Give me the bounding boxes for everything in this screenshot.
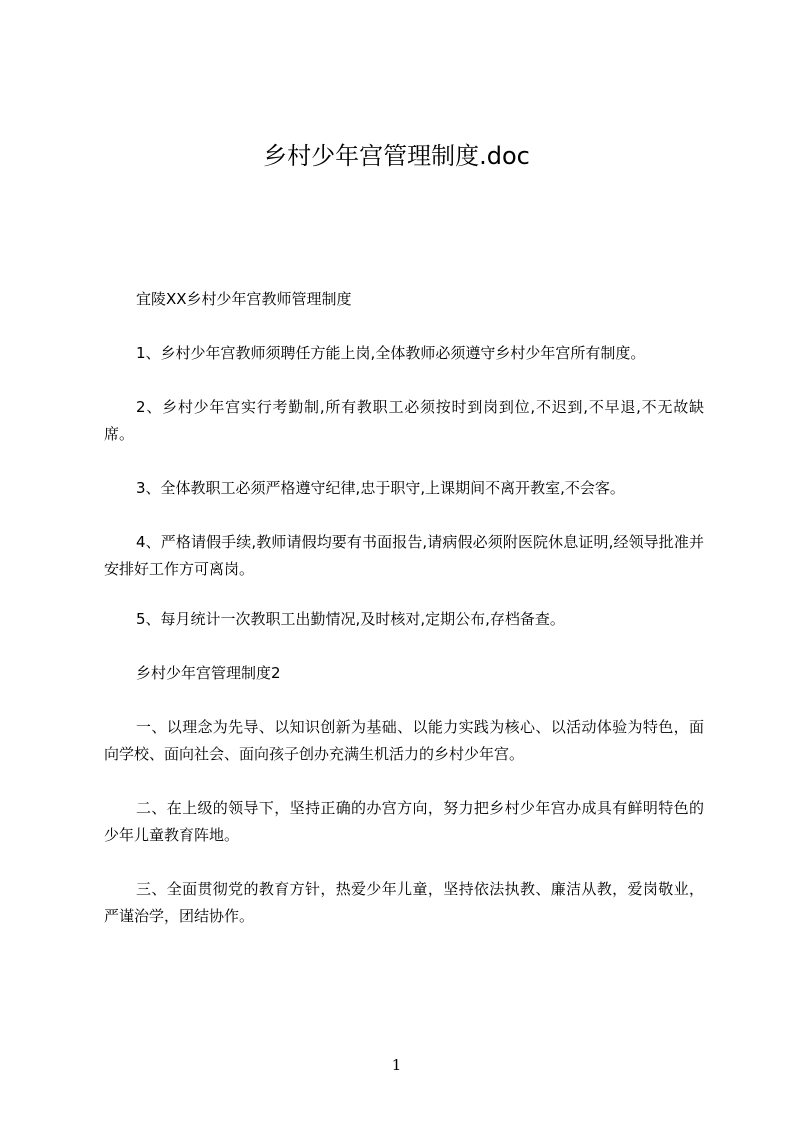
paragraph-section-1: 一、以理念为先导、以知识创新为基础、以能力实践为核心、以活动体验为特色，面向学校、面向社会、面向孩子创办充满生机活力的乡村少年宫。 bbox=[104, 718, 704, 763]
page-number: 1 bbox=[391, 1056, 402, 1074]
paragraph-rule-1: 1、乡村少年宫教师须聘任方能上岗,全体教师必须遵守乡村少年宫所有制度。 bbox=[136, 344, 646, 362]
paragraph-rule-5: 5、每月统计一次教职工出勤情况,及时核对,定期公布,存档备查。 bbox=[136, 610, 565, 628]
paragraph-rule-4: 4、严格请假手续,教师请假均要有书面报告,请病假必须附医院休息证明,经领导批准并安排好工作方可离岗。 bbox=[104, 533, 704, 578]
paragraph-section-2: 二、在上级的领导下，坚持正确的办宫方向，努力把乡村少年宫办成具有鲜明特色的少年儿童教育阵地。 bbox=[104, 799, 704, 844]
paragraph-rule-3: 3、全体教职工必须严格遵守纪律,忠于职守,上课期间不离开教室,不会客。 bbox=[136, 479, 625, 497]
paragraph-section-3: 三、全面贯彻党的教育方针，热爱少年儿童，坚持依法执教、廉洁从教，爱岗敬业，严谨治学，团结协作。 bbox=[104, 880, 704, 925]
paragraph-rule-2: 2、乡村少年宫实行考勤制,所有教职工必须按时到岗到位,不迟到,不早退,不无故缺席。 bbox=[104, 398, 704, 443]
paragraph-subtitle-teacher-rules: 宜陵XX乡村少年宫教师管理制度 bbox=[136, 290, 352, 308]
paragraph-subtitle-management-2: 乡村少年宫管理制度2 bbox=[136, 664, 281, 682]
document-title: 乡村少年宫管理制度.doc bbox=[263, 142, 530, 170]
